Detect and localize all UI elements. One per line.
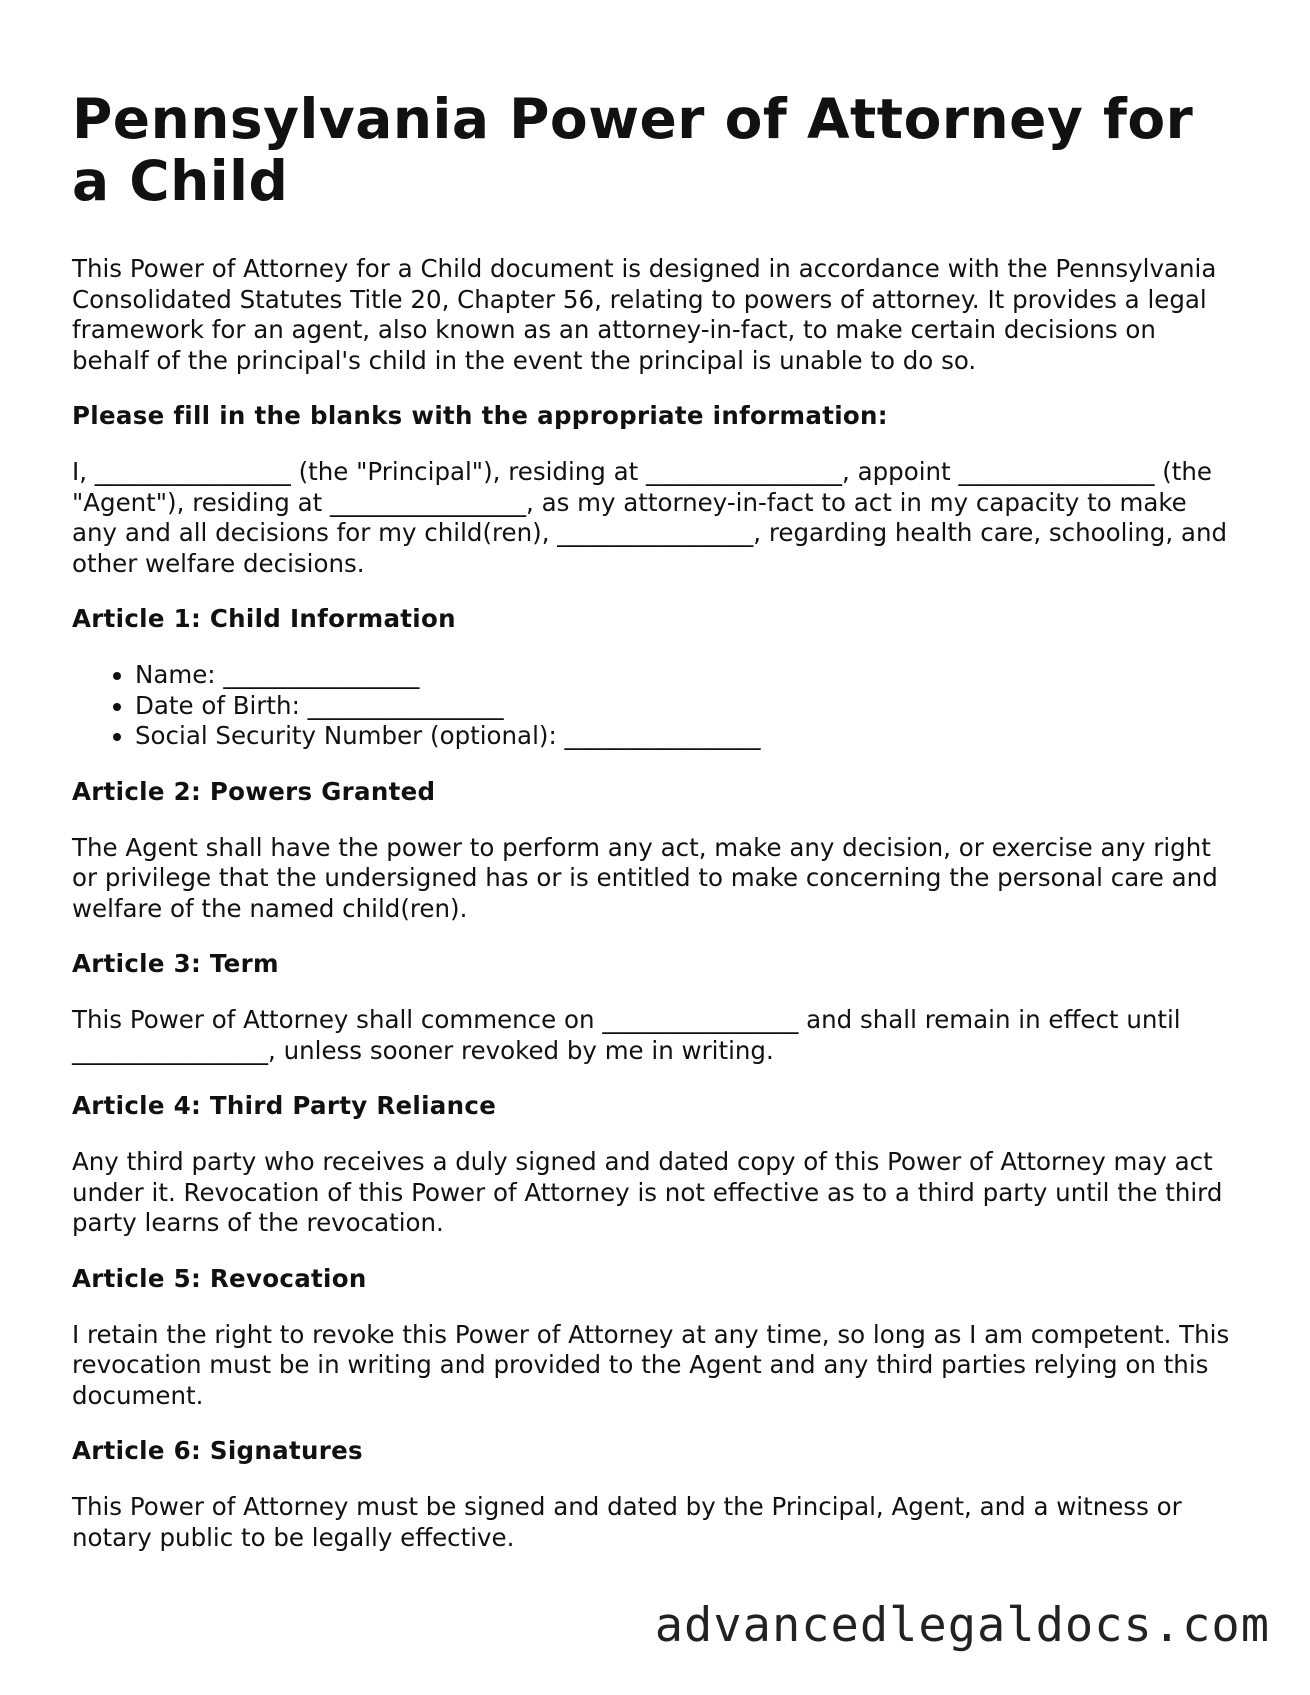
- child-ssn-item: • Social Security Number (optional): ________________: [135, 721, 1232, 752]
- article-2-body: The Agent shall have the power to perform any act, make any decision, or exercise any right or privilege that the undersigned has or is entitled to make concerning the personal care and welfare of the named child(ren).: [72, 832, 1218, 923]
- article-4-heading: Article 4: Third Party Reliance: [72, 1091, 497, 1120]
- article-6-heading: Article 6: Signatures: [72, 1436, 363, 1465]
- child-info-list: [72, 660, 1232, 752]
- child-name-item: • Name: ________________: [135, 660, 1232, 691]
- child-dob-item: • Date of Birth: ________________: [135, 691, 1232, 722]
- article-5-heading: Article 5: Revocation: [72, 1263, 367, 1293]
- article-1-heading: Article 1: Child Information: [72, 604, 456, 633]
- watermark-text: advancedlegaldocs.com: [654, 1598, 1270, 1653]
- document-page: [72, 88, 1232, 1578]
- article-5-body: I retain the right to revoke this Power of Attorney at any time, so long as I am competent. This revocation must be in writing and provided to the Agent and any third parties relying on this document.: [72, 1319, 1230, 1410]
- intro-paragraph: This Power of Attorney for a Child document is designed in accordance with the Pennsylvania Consolidated Statutes Title 20, Chapter 56, relating to powers of attorney. It provides a legal framework for an agent, also known as an attorney-in-fact, to make certain decisions on behalf of the principal's child in the event the principal is unable to do so.: [72, 254, 1217, 375]
- article-6-body: This Power of Attorney must be signed and dated by the Principal, Agent, and a witness or notary public to be legally effective.: [72, 1492, 1182, 1552]
- document-title: Pennsylvania Power of Attorney for a Child: [72, 87, 1194, 213]
- appointment-paragraph: I, ________________ (the "Principal"), residing at ________________, appoint ________________ (the "Agent"), residing at ________________, as my attorney-in-fact to act in my capacity to make any and all decisions for my child(ren), ________________, regarding health care, schooling, and other welfare decisions.: [72, 457, 1228, 578]
- article-3-heading: Article 3: Term: [72, 949, 279, 978]
- article-2-heading: Article 2: Powers Granted: [72, 776, 436, 806]
- article-4-body: Any third party who receives a duly signed and dated copy of this Power of Attorney may act under it. Revocation of this Power of Attorney is not effective as to a third party until the third party learns of the revocation.: [72, 1147, 1223, 1237]
- fill-instruction: Please fill in the blanks with the appropriate information:: [72, 401, 888, 430]
- article-3-body: This Power of Attorney shall commence on ________________ and shall remain in effect until ________________, unless sooner revoked by me in writing.: [72, 1005, 1181, 1065]
